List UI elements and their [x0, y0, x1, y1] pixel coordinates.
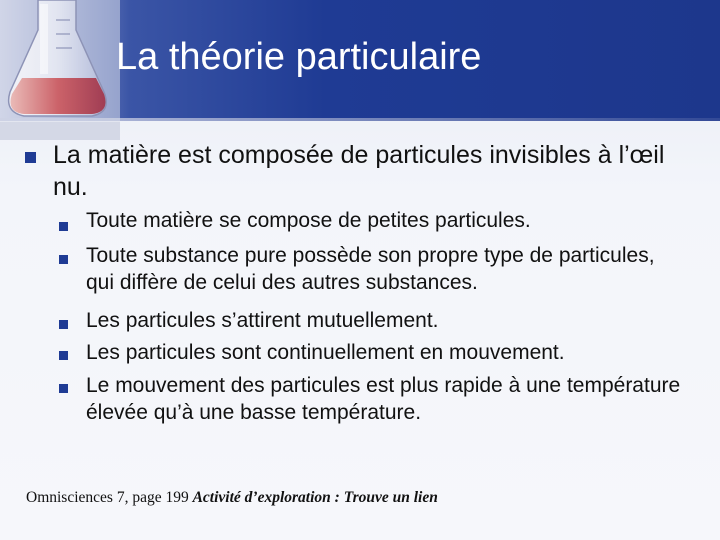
- footer-reference: [26, 489, 438, 507]
- square-bullet-icon: [59, 351, 68, 360]
- sub-point: Toute matière se compose de petites particules.: [86, 209, 531, 232]
- footer-source: Omnisciences 7, page 199: [26, 489, 189, 506]
- slide-title: La théorie particulaire: [116, 36, 482, 78]
- sub-point: Les particules sont continuellement en mouvement.: [86, 341, 565, 364]
- square-bullet-icon: [59, 222, 68, 231]
- main-point: La matière est composée de particules invisibles à l’œil nu.: [53, 141, 665, 201]
- square-bullet-icon: [59, 255, 68, 264]
- sub-point: Le mouvement des particules est plus rapide à une température élevée qu’à une basse température.: [86, 374, 681, 424]
- sub-point: Toute substance pure possède son propre type de particules, qui diffère de celui des autres substances.: [86, 244, 655, 294]
- square-bullet-icon: [25, 152, 36, 163]
- footer-activity: Activité d’exploration : Trouve un lien: [192, 489, 438, 506]
- sub-point: Les particules s’attirent mutuellement.: [86, 309, 439, 332]
- square-bullet-icon: [59, 384, 68, 393]
- square-bullet-icon: [59, 320, 68, 329]
